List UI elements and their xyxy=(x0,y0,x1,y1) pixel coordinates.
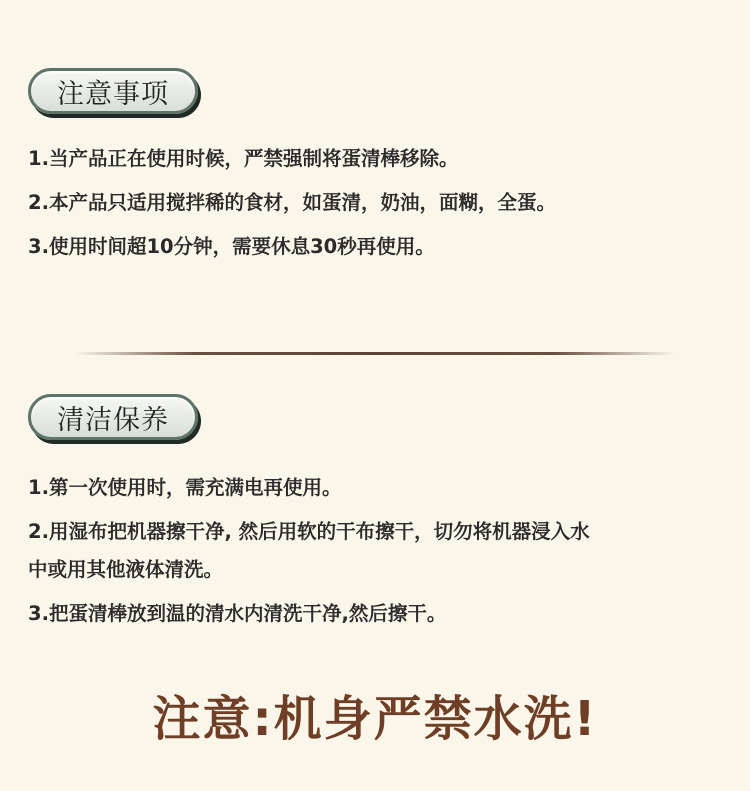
section-title-precautions xyxy=(28,68,198,114)
list-item: 1.第一次使用时，需充满电再使用。 xyxy=(28,476,342,499)
list-item: 3.把蛋清棒放到温的清水内清洗干净,然后擦干。 xyxy=(28,602,447,625)
cleaning-list xyxy=(28,474,590,644)
section-title-label: 清洁保养 xyxy=(57,404,169,436)
list-item: 3.使用时间超10分钟，需要休息30秒再使用。 xyxy=(28,235,435,258)
list-item: 2.本产品只适用搅拌稀的食材，如蛋清，奶油，面糊，全蛋。 xyxy=(28,191,556,214)
section-title-cleaning xyxy=(28,394,198,440)
section-divider xyxy=(75,352,675,355)
list-item: 2.用湿布把机器擦干净, 然后用软的干布擦干，切勿将机器浸入水 xyxy=(28,520,590,543)
list-item-continuation: 中或用其他液体清洗。 xyxy=(28,558,224,581)
section-title-label: 注意事项 xyxy=(57,78,169,110)
list-item: 1.当产品正在使用时候，严禁强制将蛋清棒移除。 xyxy=(28,147,459,170)
precautions-list xyxy=(28,145,556,277)
warning-banner: 注意:机身严禁水洗! xyxy=(152,691,598,747)
